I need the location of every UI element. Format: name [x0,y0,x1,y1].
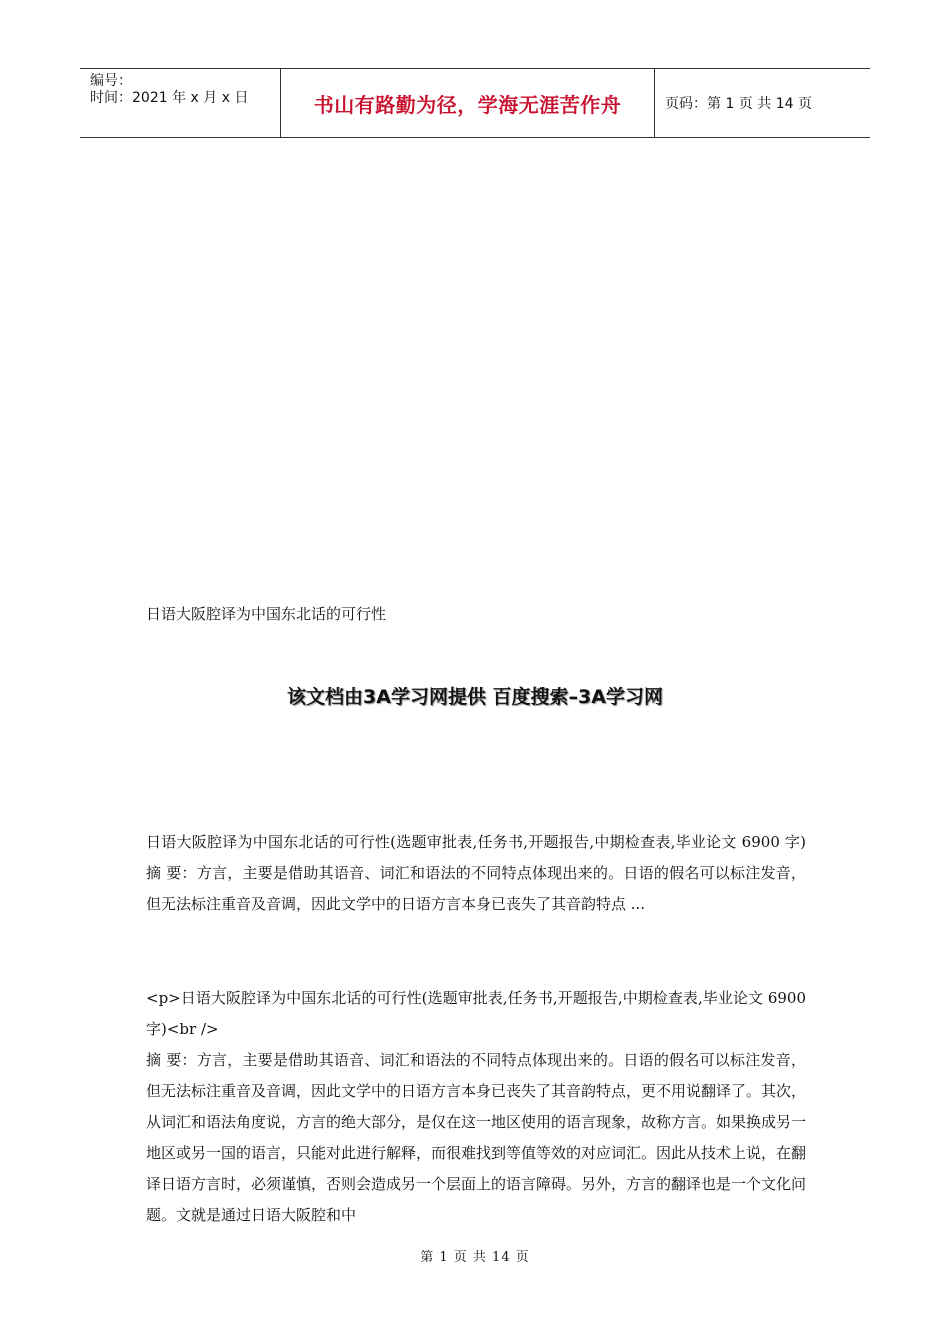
header-table [80,68,870,138]
document-title: 日语大阪腔译为中国东北话的可行性 [146,605,387,623]
page-footer: 第 1 页 共 14 页 [420,1250,530,1265]
page-label: 页码：第 1 页 共 14 页 [665,96,812,112]
body-paragraph: <p>日语大阪腔译为中国东北话的可行性(选题审批表,任务书,开题报告,中期检查表,毕业论文 6900 字)<br /> 摘 要：方言，主要是借助其语音、词汇和语法的不同特点体现出来的。日语的假名可以标注发音，但无法标注重音及音调，因此文学中的日语方言本身已丧失了其音韵特点，更不用说翻译了。其次，从词汇和语法角度说，方言的绝大部分，是仅在这一地区使用的语言现象，故称方言。如果换成另一地区或另一国的语言，只能对此进行解释，而很难找到等值等效的对应词汇。因此从技术上说，在翻译日语方言时，必须谨慎，否则会造成另一个层面上的语言障碍。另外，方言的翻译也是一个文化问题。文就是通过日语大阪腔和中 [146,989,807,1224]
summary-paragraph: 日语大阪腔译为中国东北话的可行性(选题审批表,任务书,开题报告,中期检查表,毕业论文 6900 字) 摘 要：方言，主要是借助其语音、词汇和语法的不同特点体现出来的。日语的假名可以标注发音，但无法标注重音及音调，因此文学中的日语方言本身已丧失了其音韵特点 ... [146,833,806,913]
motto-text: 书山有路勤为径，学海无涯苦作舟 [313,92,622,117]
header-motto-cell [281,69,655,137]
header-page-cell [655,69,870,137]
header-meta-cell [80,69,281,137]
number-label: 编号： [90,73,132,89]
time-label: 时间：2021 年 x 月 x 日 [90,90,249,106]
source-banner: 该文档由3A学习网提供 百度搜索–3A学习网 [287,686,663,708]
